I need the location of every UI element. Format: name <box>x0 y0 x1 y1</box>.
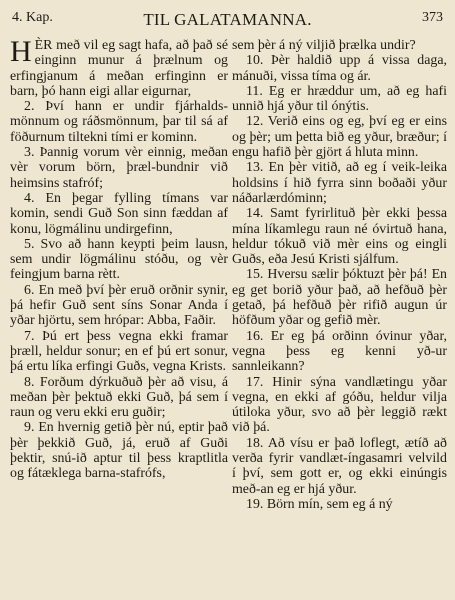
verse-15: 15. Hversu sælir þóktuzt þèr þá! En eg get borið yður það, að hefðuð þèr getað, þá hefðuð þèr rifið augun úr höfðum yðar og gefið mèr. <box>232 267 447 329</box>
right-column <box>232 38 447 512</box>
page-header <box>0 10 455 30</box>
verse-18: 18. Að vísu er það loflegt, ætíð að verða fyrir vandlæt-íngasamri velvild í því, sem gott er, og ekki einúngis með-an eg er hjá yður. <box>232 435 447 497</box>
verse-6: 6. En með því þèr eruð orðnir synir, þá hefir Guð sent síns Sonar Anda í yðar hjörtu, sem hrópar: Abba, Faðir. <box>10 282 228 329</box>
verse-17: 17. Hinir sýna vandlætingu yðar vegna, en ekki af góðu, heldur vilja útiloka yður, svo að þèr leggið rækt við þá. <box>232 374 447 436</box>
verse-7: 7. Þú ert þess vegna ekki framar þræll, heldur sonur; en ef þú ert sonur, þá ertu líka erfingi Guðs, vegna Krists. <box>10 328 228 375</box>
chapter-label: 4. Kap. <box>12 10 53 25</box>
verse-1-text: ÈR með vil eg sagt hafa, að það sé einginn munur á þrælnum og erfingjanum á meðan erfinginn er barn, þó hann eigi allar eigurnar, <box>10 38 228 99</box>
verse-4: 4. En þegar fylling tímans var komin, sendi Guð Son sinn fæddan af konu, lögmálinu undirgefinn, <box>10 190 228 237</box>
page-number: 373 <box>422 10 443 25</box>
verse-19: 19. Börn mín, sem eg á ný <box>246 496 393 512</box>
verse-2: 2. Því hann er undir fjárhalds-mönnum og ráðsmönnum, þar til sá af föðurnum tiltekni tími er kominn. <box>10 99 228 145</box>
verse-3: 3. Þannig vorum vèr einnig, meðan vèr vorum börn, þræl-bundnir við heimsins stafróf; <box>10 145 228 191</box>
verse-13: 13. En þèr vitið, að eg í veik-leika holdsins í hið fyrra sinn boðaði yður náðarlærdóminn; <box>232 160 447 206</box>
verse-8: 8. Forðum dýrkuðuð þèr að visu, á meðan þèr þektuð ekki Guð, þá sem í raun og veru ekki eru guðir; <box>10 374 228 421</box>
verse-9: 9. En hvernig getið þèr nú, eptir það þèr þekkið Guð, já, eruð af Guði þektir, snú-ið aptur til þess kraptlitla og fátæklega barna-stafrófs, <box>10 420 228 482</box>
verse-5: 5. Svo að hann keypti þeim lausn, sem undir lögmálinu stóðu, og vèr feingjum barna rètt. <box>10 236 228 283</box>
verse-12: 12. Verið eins og eg, því eg er eins og þèr; um þetta bið eg yður, bræður; í engu hafið þèr gjört á hluta minn. <box>232 114 447 161</box>
verse-14: 14. Samt fyrirlituð þèr ekki þessa mína líkamlegu raun né óvirtuð hana, heldur tókuð við mèr eins og eingli Guðs, eða Jesú Kristi sjálfum. <box>232 206 447 268</box>
verse-10: 10. Þèr haldið upp á vissa daga, mánuði, vissa tíma og ár. <box>232 53 447 84</box>
verse-11: 11. Eg er hræddur um, að eg hafi unnið hjá yður til ónýtis. <box>232 83 447 115</box>
left-column <box>10 35 228 482</box>
verse-9-continuation: sem þèr á ný viljið þrælka undir? <box>232 38 416 53</box>
page-title: TIL GALATAMANNA. <box>143 10 312 29</box>
verse-1 <box>10 35 228 99</box>
drop-cap: H <box>10 35 32 68</box>
verse-16: 16. Er eg þá orðinn óvinur yðar, vegna þess eg kenni yð-ur sannleikann? <box>232 328 447 375</box>
